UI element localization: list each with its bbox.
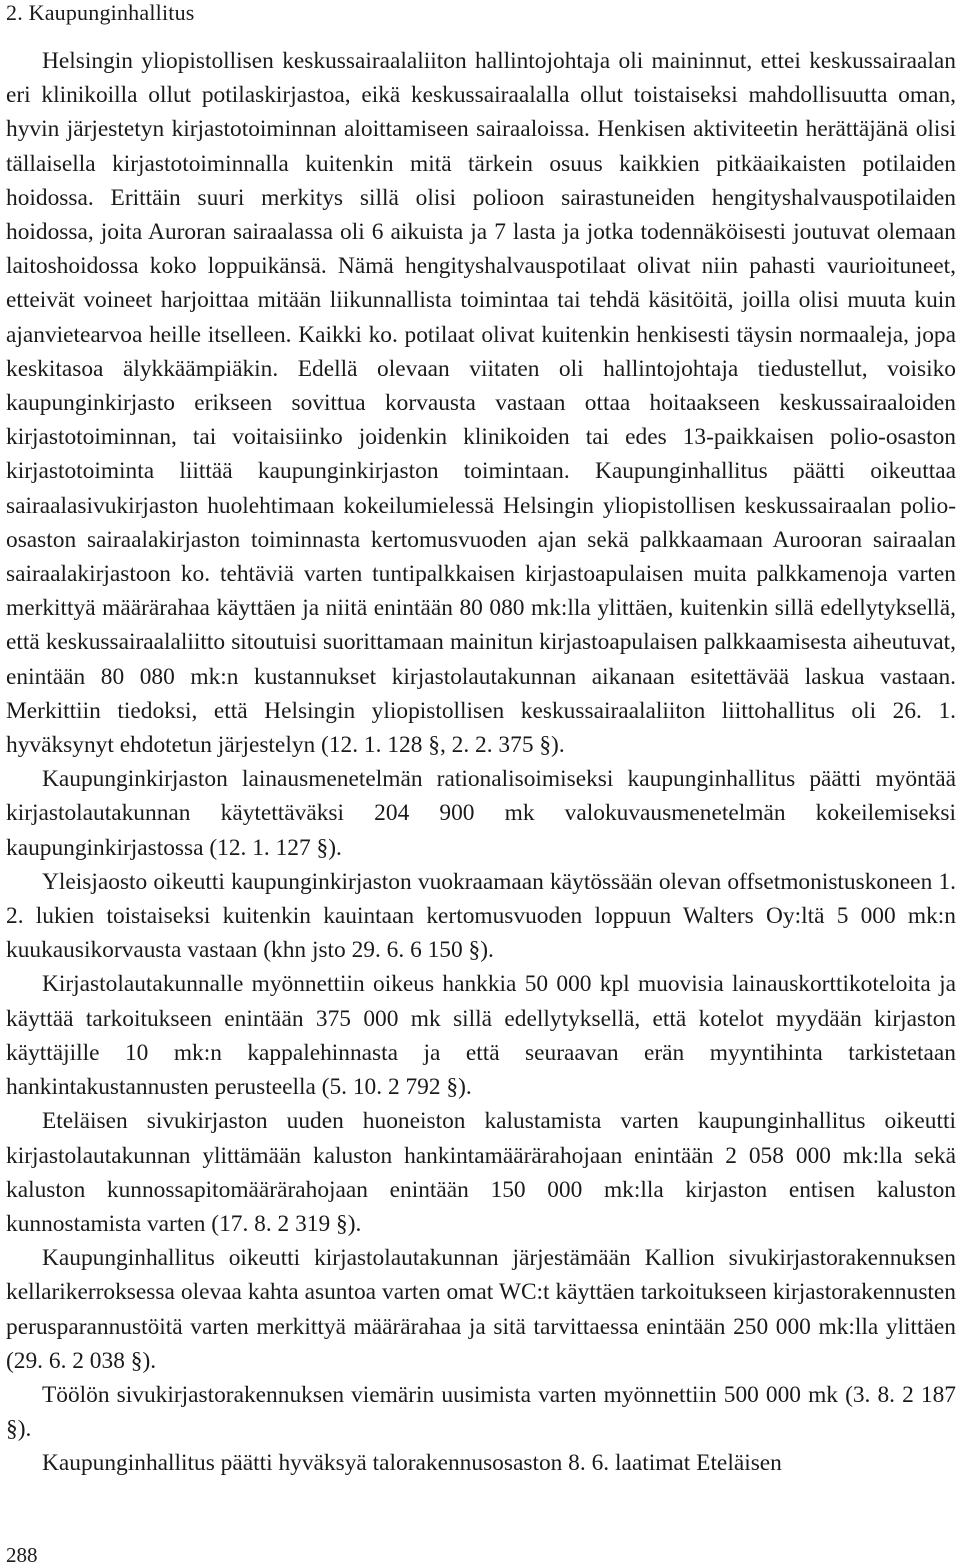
paragraph: Kaupunginhallitus päätti hyväksyä talorakennusosaston 8. 6. laatimat Eteläisen [42, 1450, 782, 1477]
body-text [6, 44, 956, 1481]
running-head: 2. Kaupunginhallitus [6, 0, 195, 25]
paragraph: Yleisjaosto oikeutti kaupunginkirjaston vuokraamaan käytössään olevan offsetmonistuskoneen 1. 2. lukien toistaiseksi kuitenkin kauintaan kertomusvuoden loppuun Walters Oy:ltä 5 000 mk:n kuukausikorvausta vastaan (khn jsto 29. 6. 6 150 §). [6, 868, 956, 964]
page-number: 288 [6, 1543, 38, 1567]
paragraph: Kaupunginkirjaston lainausmenetelmän rationalisoimiseksi kaupunginhallitus päätti myöntää kirjastolautakunnan käytettäväksi 204 900 mk valokuvausmenetelmän kokeilemiseksi kaupunginkirjastossa (12. 1. 127 §). [6, 766, 956, 861]
paragraph: Töölön sivukirjastorakennuksen viemärin uusimista varten myönnettiin 500 000 mk (3. 8. 2 187 §). [6, 1381, 956, 1443]
paragraph: Eteläisen sivukirjaston uuden huoneiston kalustamista varten kaupunginhallitus oikeutti kirjastolautakunnan ylittämään kaluston hankintamäärärahojaan enintään 2 058 000 mk:lla sekä kaluston kunnossapitomäärärahojaan enintään 150 000 mk:lla kirjaston entisen kaluston kunnostamista varten (17. 8. 2 319 §). [6, 1108, 956, 1237]
paragraph: Kaupunginhallitus oikeutti kirjastolautakunnan järjestämään Kallion sivukirjastorakennuksen kellarikerroksessa olevaa kahta asuntoa varten omat WC:t käyttäen tarkoitukseen kirjastorakennusten perusparannustöitä varten merkittyä määrärahaa ja sitä tarvittaessa enintään 250 000 mk:lla ylittäen (29. 6. 2 038 §). [6, 1245, 956, 1374]
paragraph: Kirjastolautakunnalle myönnettiin oikeus hankkia 50 000 kpl muovisia lainauskorttikoteloita ja käyttää tarkoitukseen enintään 375 000 mk sillä edellytyksellä, että kotelot myydään kirjaston käyttäjille 10 mk:n kappalehinnasta ja että seuraavan erän myyntihinta tarkistetaan hankintakustannusten perusteella (5. 10. 2 792 §). [6, 971, 956, 1101]
paragraph: Helsingin yliopistollisen keskussairaalaliiton hallintojohtaja oli maininnut, ettei keskussairaalan eri klinikoilla ollut potilaskirjastoa, eikä keskussairaalalla ollut toistaiseksi mahdollisuutta oman, hyvin järjestetyn kirjastotoiminnan aloittamiseen sairaaloissa. Henkisen aktiviteetin herättäjänä olisi tällaisella kirjastotoiminnalla kuitenkin mitä tärkein osuus kaikkien pitkäaikaisten potilaiden hoidossa. Erittäin suuri merkitys sillä olisi polioon sairastuneiden hengityshalvauspotilaiden hoidossa, joita Auroran sairaalassa oli 6 aikuista ja 7 lasta ja jotka todennäköisesti joutuvat olemaan laitoshoidossa koko loppuikänsä. Nämä hengityshalvauspotilaat olivat niin pahasti vaurioituneet, etteivät voineet harjoittaa mitään liikunnallista toimintaa tai tehdä käsitöitä, joilla olisi muuta kuin ajanvietearvoa heille itselleen. Kaikki ko. potilaat olivat kuitenkin henkisesti täysin normaaleja, jopa keskitasoa älykkäämpiäkin. Edellä olevaan viitaten oli hallintojohtaja tiedustellut, voisiko kaupunginkirjasto erikseen sovittua korvausta vastaan ottaa hoitaakseen keskussairaaloiden kirjastotoiminnan, tai voitaisiinko joidenkin klinikoiden tai edes 13-paikkaisen polio-osaston kirjastotoiminta liittää kaupunginkirjaston toimintaan. Kaupunginhallitus päätti oikeuttaa sairaalasivukirjaston huolehtimaan kokeilumielessä Helsingin yliopistollisen keskussairaalan polio-osaston sairaalakirjaston toiminnasta kertomusvuoden ajan sekä palkkaamaan Aurooran sairaalan sairaalakirjastoon ko. tehtäviä varten tuntipalkkaisen kirjastoapulaisen muita palkkamenoja varten merkittyä määrärahaa käyttäen ja niitä enintään 80 080 mk:lla ylittäen, kuitenkin sillä edellytyksellä, että keskussairaalaliitto sitoutuisi suorittamaan mainitun kirjastoapulaisen palkkaamisesta aiheutuvat, enintään 80 080 mk:n kustannukset kirjastolautakunnan aikanaan esitettävää laskua vastaan. Merkittiin tiedoksi, että Helsingin yliopistollisen keskussairaalaliiton liittohallitus oli 26. 1. hyväksynyt ehdotetun järjestelyn (12. 1. 128 §, 2. 2. 375 §). [6, 48, 956, 759]
